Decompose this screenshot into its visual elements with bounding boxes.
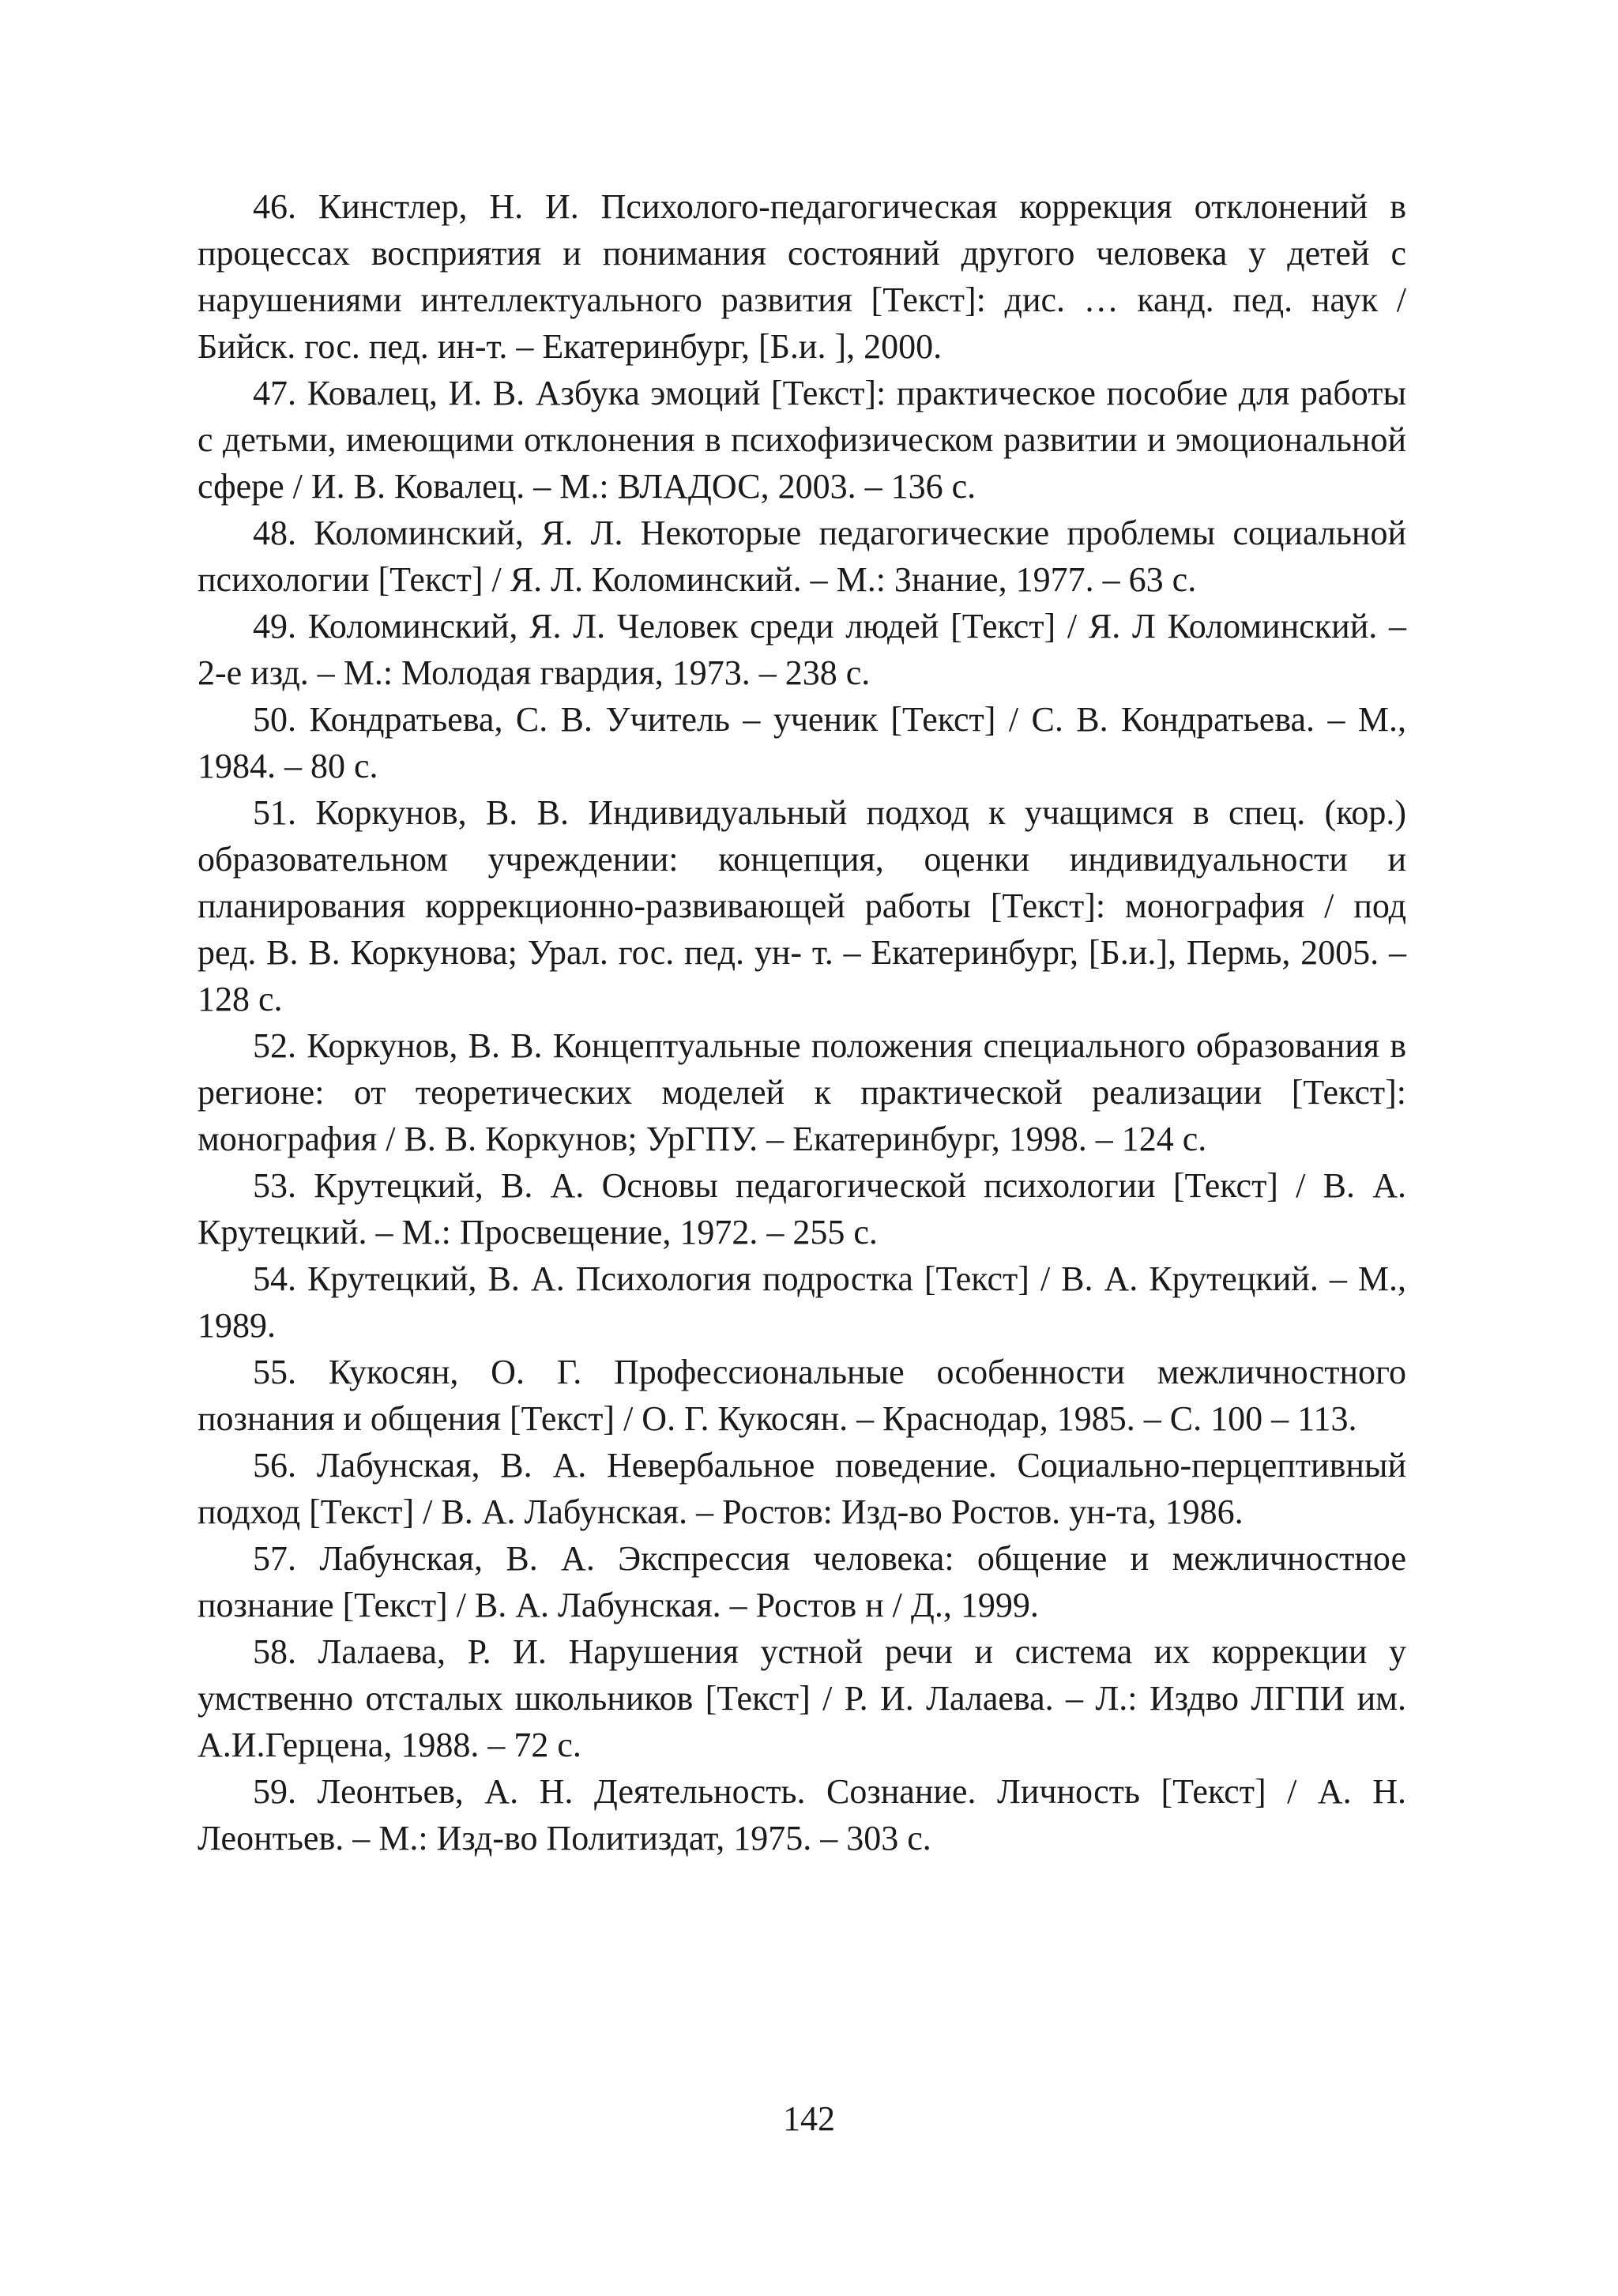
reference-entry: 46. Кинстлер, Н. И. Психолого-педагогическая коррекция отклонений в процессах восприятия и понимания состояний другого человека у детей с нарушениями интеллектуального развития [Текст]: дис. … канд. пед. наук / Бийск. гос. пед. ин-т. – Екатеринбург, [Б.и. ], 2000. [198,187,1406,366]
reference-entry: 48. Коломинский, Я. Л. Некоторые педагогические проблемы социальной психологии [Текст] / Я. Л. Коломинский. – М.: Знание, 1977. – 63 с. [198,514,1406,599]
reference-entry: 56. Лабунская, В. А. Невербальное поведение. Социально-перцептивный подход [Текст] / В. А. Лабунская. – Ростов: Изд-во Ростов. ун-та, 1986. [198,1446,1406,1531]
reference-entry: 49. Коломинский, Я. Л. Человек среди людей [Текст] / Я. Л Коломинский. – 2-е изд. – М.: Молодая гвардия, 1973. – 238 с. [198,607,1406,692]
reference-entry: 50. Кондратьева, С. В. Учитель – ученик [Текст] / С. В. Кондратьева. – М., 1984. – 80 с. [198,700,1406,785]
bibliography-list [198,183,1406,1861]
reference-entry: 53. Крутецкий, В. А. Основы педагогической психологии [Текст] / В. А. Крутецкий. – М.: Просвещение, 1972. – 255 с. [198,1166,1406,1252]
reference-entry: 54. Крутецкий, В. А. Психология подростка [Текст] / В. А. Крутецкий. – М., 1989. [198,1259,1406,1345]
reference-entry: 52. Коркунов, В. В. Концептуальные положения специального образования в регионе: от теоретических моделей к практической реализации [Текст]: монография / В. В. Коркунов; УрГПУ. – Екатеринбург, 1998. – 124 с. [198,1026,1406,1158]
reference-entry: 55. Кукосян, О. Г. Профессиональные особенности межличностного познания и общения [Текст] / О. Г. Кукосян. – Краснодар, 1985. – С. 100 – 113. [198,1353,1406,1438]
reference-entry: 47. Ковалец, И. В. Азбука эмоций [Текст]: практическое пособие для работы с детьми, имеющими отклонения в психофизическом развитии и эмоциональной сфере / И. В. Ковалец. – М.: ВЛАДОС, 2003. – 136 с. [198,374,1406,506]
reference-entry: 58. Лалаева, Р. И. Нарушения устной речи и система их коррекции у умственно отсталых школьников [Текст] / Р. И. Лалаева. – Л.: Издво ЛГПИ им. А.И.Герцена, 1988. – 72 с. [198,1632,1406,1764]
reference-entry: 51. Коркунов, В. В. Индивидуальный подход к учащимся в спец. (кор.) образовательном учреждении: концепция, оценки индивидуальности и планирования коррекционно-развивающей работы [Текст]: монография / под ред. В. В. Коркунова; Урал. гос. пед. ун- т. – Екатеринбург, [Б.и.], Пермь, 2005. – 128 с. [198,793,1406,1018]
reference-entry: 59. Леонтьев, А. Н. Деятельность. Сознание. Личность [Текст] / А. Н. Леонтьев. – М.: Изд-во Политиздат, 1975. – 303 с. [198,1772,1406,1858]
page-number: 142 [783,2099,835,2138]
reference-entry: 57. Лабунская, В. А. Экспрессия человека: общение и межличностное познание [Текст] / В. А. Лабунская. – Ростов н / Д., 1999. [198,1539,1406,1624]
